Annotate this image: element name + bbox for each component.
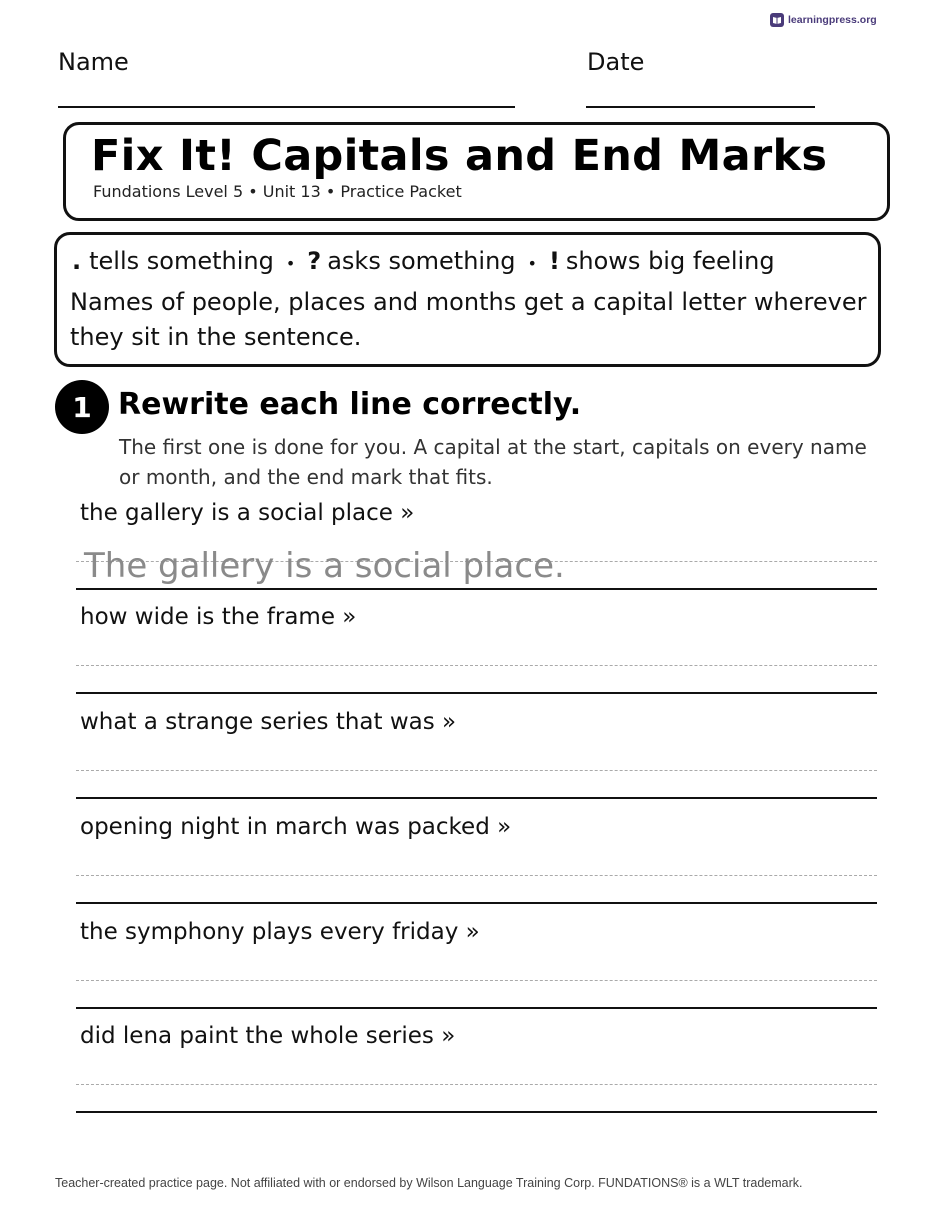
section-number: 1 — [55, 380, 109, 434]
exercise-prompt: the gallery is a social place » — [80, 500, 415, 526]
answer-line[interactable] — [76, 692, 877, 694]
exclaim-symbol: ! — [548, 247, 560, 275]
exercise-item — [76, 814, 877, 919]
exercise-item — [76, 1023, 877, 1128]
exercise-item — [76, 604, 877, 709]
end-marks-rule — [72, 247, 775, 275]
example-answer: The gallery is a social place. — [84, 546, 565, 586]
exercise-item — [76, 709, 877, 814]
answer-line[interactable] — [76, 797, 877, 799]
rules-box — [54, 232, 881, 367]
exercise-prompt: opening night in march was packed » — [80, 814, 512, 840]
book-icon — [770, 13, 784, 27]
brand-text: learningpress.org — [788, 14, 877, 26]
separator: • — [527, 254, 537, 273]
guide-dashed-line — [76, 665, 877, 666]
title-box — [63, 122, 890, 221]
answer-line[interactable] — [76, 1007, 877, 1009]
guide-dashed-line — [76, 1084, 877, 1085]
name-label: Name — [58, 48, 129, 76]
exclaim-text: shows big feeling — [565, 247, 775, 275]
exercise-prompt: how wide is the frame » — [80, 604, 357, 630]
exercise-prompt: what a strange series that was » — [80, 709, 457, 735]
footer-disclaimer: Teacher-created practice page. Not affiliated with or endorsed by Wilson Language Training Corp. FUNDATIONS® is a WLT trademark. — [55, 1176, 803, 1190]
page-title: Fix It! Capitals and End Marks — [91, 131, 828, 181]
section-instructions: The first one is done for you. A capital at the start, capitals on every name or month, and the end mark that fits. — [119, 435, 867, 489]
date-label: Date — [587, 48, 645, 76]
exercise-item — [76, 919, 877, 1024]
date-line[interactable] — [586, 106, 815, 108]
name-line[interactable] — [58, 106, 515, 108]
section-heading: Rewrite each line correctly. — [118, 387, 582, 422]
exercise-item — [76, 500, 877, 605]
answer-line[interactable] — [76, 902, 877, 904]
question-symbol: ? — [307, 247, 322, 275]
separator: • — [285, 254, 296, 273]
guide-dashed-line — [76, 980, 877, 981]
period-text: tells something — [89, 247, 274, 275]
period-symbol: . — [72, 247, 82, 275]
exercise-prompt: did lena paint the whole series » — [80, 1023, 456, 1049]
answer-line[interactable] — [76, 588, 877, 590]
brand-logo — [770, 13, 877, 27]
page-subtitle: Fundations Level 5 • Unit 13 • Practice Packet — [93, 182, 462, 201]
question-text: asks something — [327, 247, 516, 275]
guide-dashed-line — [76, 875, 877, 876]
guide-dashed-line — [76, 770, 877, 771]
exercise-prompt: the symphony plays every friday » — [80, 919, 480, 945]
capitals-rule: Names of people, places and months get a capital letter wherever they sit in the sentence. — [70, 288, 867, 351]
answer-line[interactable] — [76, 1111, 877, 1113]
